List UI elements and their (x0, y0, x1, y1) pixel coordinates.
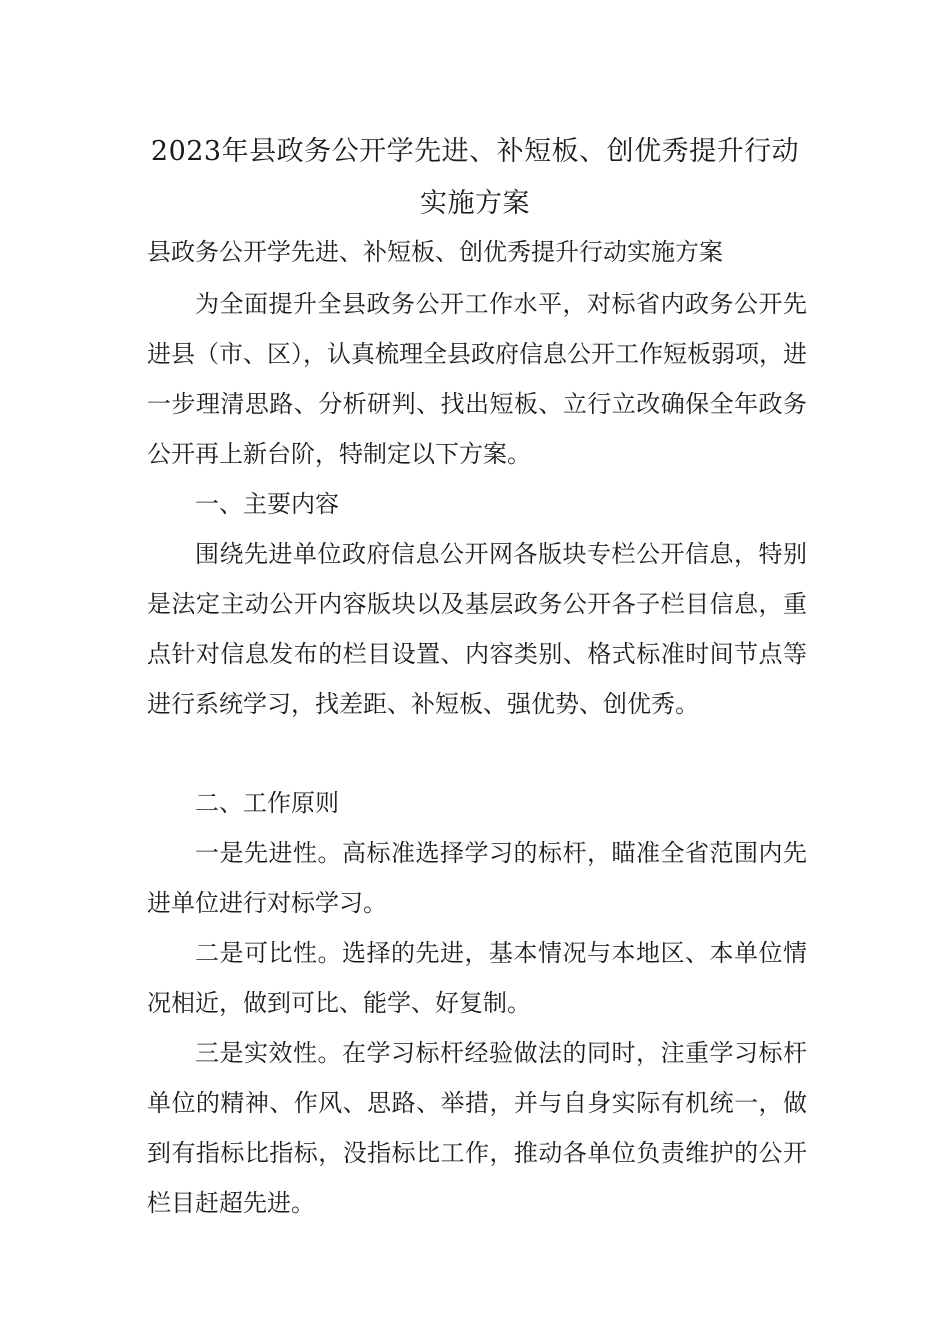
principle-effective: 三是实效性。在学习标杆经验做法的同时，注重学习标杆单位的精神、作风、思路、举措，并与自身实际有机统一，做到有指标比指标，没指标比工作，推动各单位负责维护的公开栏目赶超先进。 (147, 1039, 807, 1217)
intro-paragraph: 为全面提升全县政务公开工作水平，对标省内政务公开先进县（市、区），认真梳理全县政府信息公开工作短板弱项，进一步理清思路、分析研判、找出短板、立行立改确保全年政务公开再上新台阶，特制定以下方案。 (147, 290, 807, 468)
document-title: 2023年县政务公开学先进、补短板、创优秀提升行动实施方案 (150, 136, 800, 219)
section-heading-work-principles: 二、工作原则 (195, 789, 339, 817)
section-body-main-content: 围绕先进单位政府信息公开网各版块专栏公开信息，特别是法定主动公开内容版块以及基层政务公开各子栏目信息，重点针对信息发布的栏目设置、内容类别、格式标准时间节点等进行系统学习，找差距、补短板、强优势、创优秀。 (147, 540, 807, 718)
document-subtitle: 县政务公开学先进、补短板、创优秀提升行动实施方案 (147, 238, 723, 266)
section-heading-main-content: 一、主要内容 (195, 490, 339, 518)
principle-advanced: 一是先进性。高标准选择学习的标杆，瞄准全省范围内先进单位进行对标学习。 (147, 839, 807, 917)
principle-comparable: 二是可比性。选择的先进，基本情况与本地区、本单位情况相近，做到可比、能学、好复制。 (147, 939, 807, 1017)
